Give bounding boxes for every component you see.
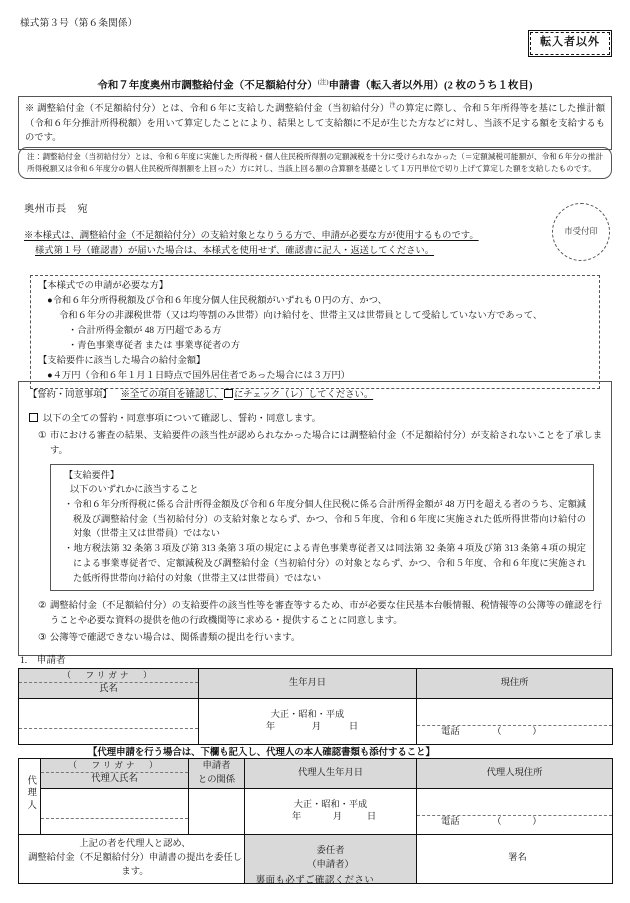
proxy-name-header-cell [41, 759, 189, 789]
applicant-year-label: 年 [265, 722, 276, 733]
requirements-item-1: ・令和６年分所得税に係る合計所得金額及び令和６年度分個人住民税に係る合計所得金額が 48 万円を超える者のうち、定額減税及び調整給付金（当初給付分）の支給対象とならず、かつ、令和５年度、令和６年度に実施された低所得世帯向け給付の対象（世帯主又は世帯員）ではない [64, 498, 586, 539]
proxy-tel-paren-open: （ [492, 817, 502, 828]
applicant-tel-paren-open: （ [492, 727, 502, 738]
requirements-heading: 【支給要件】 [64, 469, 120, 480]
proxy-dob-input-cell[interactable] [245, 789, 417, 835]
pledge-item [28, 429, 602, 459]
usage-note-line2: 様式第１号（確認書）が届いた場合は、本様式を使用せず、確認書に記入・返送してください。 [35, 245, 435, 256]
footer-note: 裏面も必ずご確認ください [255, 876, 375, 886]
table-row [19, 669, 613, 699]
proxy-dob-header: 代理人生年月日 [245, 759, 417, 789]
explanation-footnote-marker: 注 [389, 102, 396, 109]
applicant-name-header-cell [19, 669, 199, 699]
proxy-name-input-cell[interactable] [41, 789, 189, 835]
category-stamp [528, 30, 612, 57]
requirements-lead: 以下のいずれかに該当すること [70, 484, 199, 495]
delegator-label-l1: 委任者 [316, 846, 345, 857]
table-row [19, 759, 613, 789]
applicant-furigana-label: （ フリガナ ） [19, 669, 198, 683]
pledge-heading: 【誓約・同意事項】 [28, 390, 112, 400]
page-title-footnote-marker: (注) [317, 79, 329, 86]
proxy-relation-label-l2: との関係 [197, 774, 236, 785]
proxy-era-options[interactable]: 大正・昭和・平成 [293, 799, 368, 810]
pledge-box [18, 381, 612, 656]
proxy-year-label: 年 [291, 812, 302, 823]
checkbox-icon [224, 389, 233, 398]
applicant-name-input-cell[interactable] [19, 699, 199, 745]
applicant-address-input[interactable] [417, 703, 612, 726]
proxy-row-label-cell [19, 759, 41, 835]
proxy-relation-header [189, 759, 245, 789]
signature-label: 署名 [508, 853, 527, 864]
delegator-label-l2: （申請者） [307, 859, 354, 870]
applicant-address-header: 現住所 [417, 669, 613, 699]
pledge-item [28, 599, 602, 629]
footnote-box: 注：調整給付金（当初給付分）とは、令和６年度に実施した所得税・個人住民税所得割の定額減税を十分に受けられなかった（＝定額減税可能額が、令和６年分の推計所得税額又は令和６年度分の個人住民税所得割額を上回った）方に対し、当該上回る額の合算額を基礎として１万円単位で切り上げて算定した額を支給したものです。 [18, 147, 612, 179]
pledge-main-row[interactable] [28, 412, 602, 427]
proxy-name-label: 代理人氏名 [91, 774, 138, 784]
applicant-tel-paren-close: ） [532, 727, 542, 738]
proxy-address-input-cell[interactable] [417, 789, 613, 835]
applicant-dob-fields[interactable] [199, 721, 416, 734]
explanation-text-1: ※ 調整給付金（不足額給付分）とは、令和６年に支給した調整給付金（当初給付分） [25, 104, 390, 115]
page-title [0, 78, 630, 94]
page-title-main: 令和７年度奥州市調整給付金（不足額給付分） [97, 80, 318, 92]
checkbox-icon[interactable] [29, 413, 38, 422]
pledge-item-text: 公簿等で確認できない場合は、関係書類の提出を行います。 [50, 633, 301, 643]
applicant-tel-row[interactable] [417, 726, 612, 739]
proxy-tel-row[interactable] [417, 816, 612, 829]
proxy-caption: 【代理申請を行う場合は、下欄も記入し、代理人の本人確認書類も添付すること】 [88, 748, 435, 758]
applicant-tel-label: 電話 [441, 727, 460, 738]
requirements-item-2: ・地方税法第 32 条第３項及び第 313 条第３項の規定による青色事業専従者又は同法第 32 条第４項及び第 313 条第４項の規定による事業専従者で、定額減税及び調整給付金（当初給付分）の対象とならず、かつ、令和５年度、令和６年度に実施された低所得世帯向け給付の対象（世帯主又は世帯員）ではない [64, 543, 586, 583]
proxy-furigana-input[interactable] [41, 804, 188, 819]
eligibility-bullet-1-cont: 令和６年分の非課税世帯（又は均等割のみ世帯）向け給付を、世帯主又は世帯員として受給していない方であって、 [59, 311, 543, 322]
eligibility-box [30, 275, 600, 389]
usage-note [24, 229, 524, 259]
applicant-era-options[interactable]: 大正・昭和・平成 [270, 709, 345, 720]
pledge-item-number: ① [38, 430, 47, 441]
page-title-rest: 申請書（転入者以外用）(2 枚のうち１枚目) [328, 80, 533, 92]
applicant-address-input-cell[interactable] [417, 699, 613, 745]
eligibility-bullet-2: ●４万円（令和６年１月１日時点で国外居住者であった場合には３万円） [47, 371, 351, 382]
category-stamp-label: 転入者以外 [530, 32, 610, 55]
proxy-address-header: 代理人現住所 [417, 759, 613, 789]
proxy-furigana-label: （ フリガナ ） [41, 759, 188, 773]
eligibility-bullet-1: ●令和６年分所得税額及び令和６年度分個人住民税額がいずれも０円の方、かつ、 [47, 296, 387, 307]
applicant-section-label: 1. 申請者 [20, 655, 66, 666]
city-receipt-seal-label: 市受付印 [564, 226, 598, 236]
proxy-tel-paren-close: ） [532, 817, 542, 828]
pledge-main-checkbox[interactable] [28, 412, 43, 427]
applicant-name-label: 氏名 [99, 684, 118, 694]
pledge-item-number: ② [38, 601, 47, 612]
delegation-line-1: 上記の者を代理人と認め、 [79, 839, 191, 849]
pledge-main-text: 以下の全ての誓約・同意事項について確認し、誓約・同意します。 [43, 413, 321, 424]
eligibility-heading-2: 【支給要件に該当した場合の給付金額】 [38, 356, 206, 367]
form-number: 様式第３号（第６条関係） [20, 18, 138, 29]
pledge-item-text: 市における審査の結果、支給要件の該当性が認められなかった場合には調整給付金（不足額給付分）が支給されないことを了承します。 [50, 430, 602, 456]
proxy-address-input[interactable] [417, 793, 612, 816]
requirements-box [50, 464, 594, 592]
proxy-row-label: 代理人 [25, 775, 36, 813]
addressee-mayor: 奥州市長 宛 [24, 204, 89, 215]
eligibility-sub-2: ・青色事業専従者 または 事業専従者の方 [68, 341, 240, 352]
proxy-day-label: 日 [366, 812, 377, 823]
proxy-relation-label-l1: 申請者 [202, 761, 231, 772]
pledge-instruction-post: にチェック（レ）してください。 [233, 390, 374, 400]
proxy-relation-input-cell[interactable] [189, 789, 245, 835]
pledge-heading-row [28, 388, 602, 403]
explanation-text-2: の算定に際し、令和５年所得等を基にした推計額（令和６年分推計所得税額）を用いて算定したことにより、結果として支給額に不足が生じた方などに対し、当該不足する額を支給するものです。 [25, 104, 605, 143]
pledge-item-text: 調整給付金（不足額給付分）の支給要件の該当性等を審査等するため、市が必要な住民基本台帳情報、税情報等の公簿等の確認を行うことや必要な資料の提供を他の行政機関等に求める・提供することに同意します。 [50, 601, 602, 627]
explanation-box [18, 96, 612, 150]
delegation-line-2: 調整給付金（不足額給付分）申請書の提出を委任します。 [28, 852, 242, 877]
applicant-dob-header: 生年月日 [199, 669, 417, 699]
applicant-month-label: 月 [311, 722, 322, 733]
table-row [19, 789, 613, 835]
eligibility-heading: 【本様式での申請が必要な方】 [38, 281, 169, 291]
pledge-item-number: ③ [38, 633, 47, 643]
table-row [19, 699, 613, 745]
applicant-furigana-input[interactable] [19, 714, 198, 729]
eligibility-sub-1: ・合計所得金額が 48 万円超である方 [68, 326, 222, 337]
proxy-table [18, 758, 613, 884]
proxy-tel-label: 電話 [441, 817, 460, 828]
applicant-dob-input-cell[interactable] [199, 699, 417, 745]
applicant-table [18, 668, 613, 745]
applicant-day-label: 日 [348, 722, 359, 733]
pledge-instruction-pre: ※全ての項目を確認し、 [120, 390, 223, 400]
city-receipt-seal-area [552, 203, 610, 261]
pledge-item [28, 631, 602, 646]
proxy-month-label: 月 [332, 812, 343, 823]
usage-note-line1: ※本様式は、調整給付金（不足額給付分）の支給対象となりうる方で、申請が必要な方が使用するものです。 [24, 231, 479, 241]
proxy-dob-fields[interactable] [245, 811, 416, 824]
